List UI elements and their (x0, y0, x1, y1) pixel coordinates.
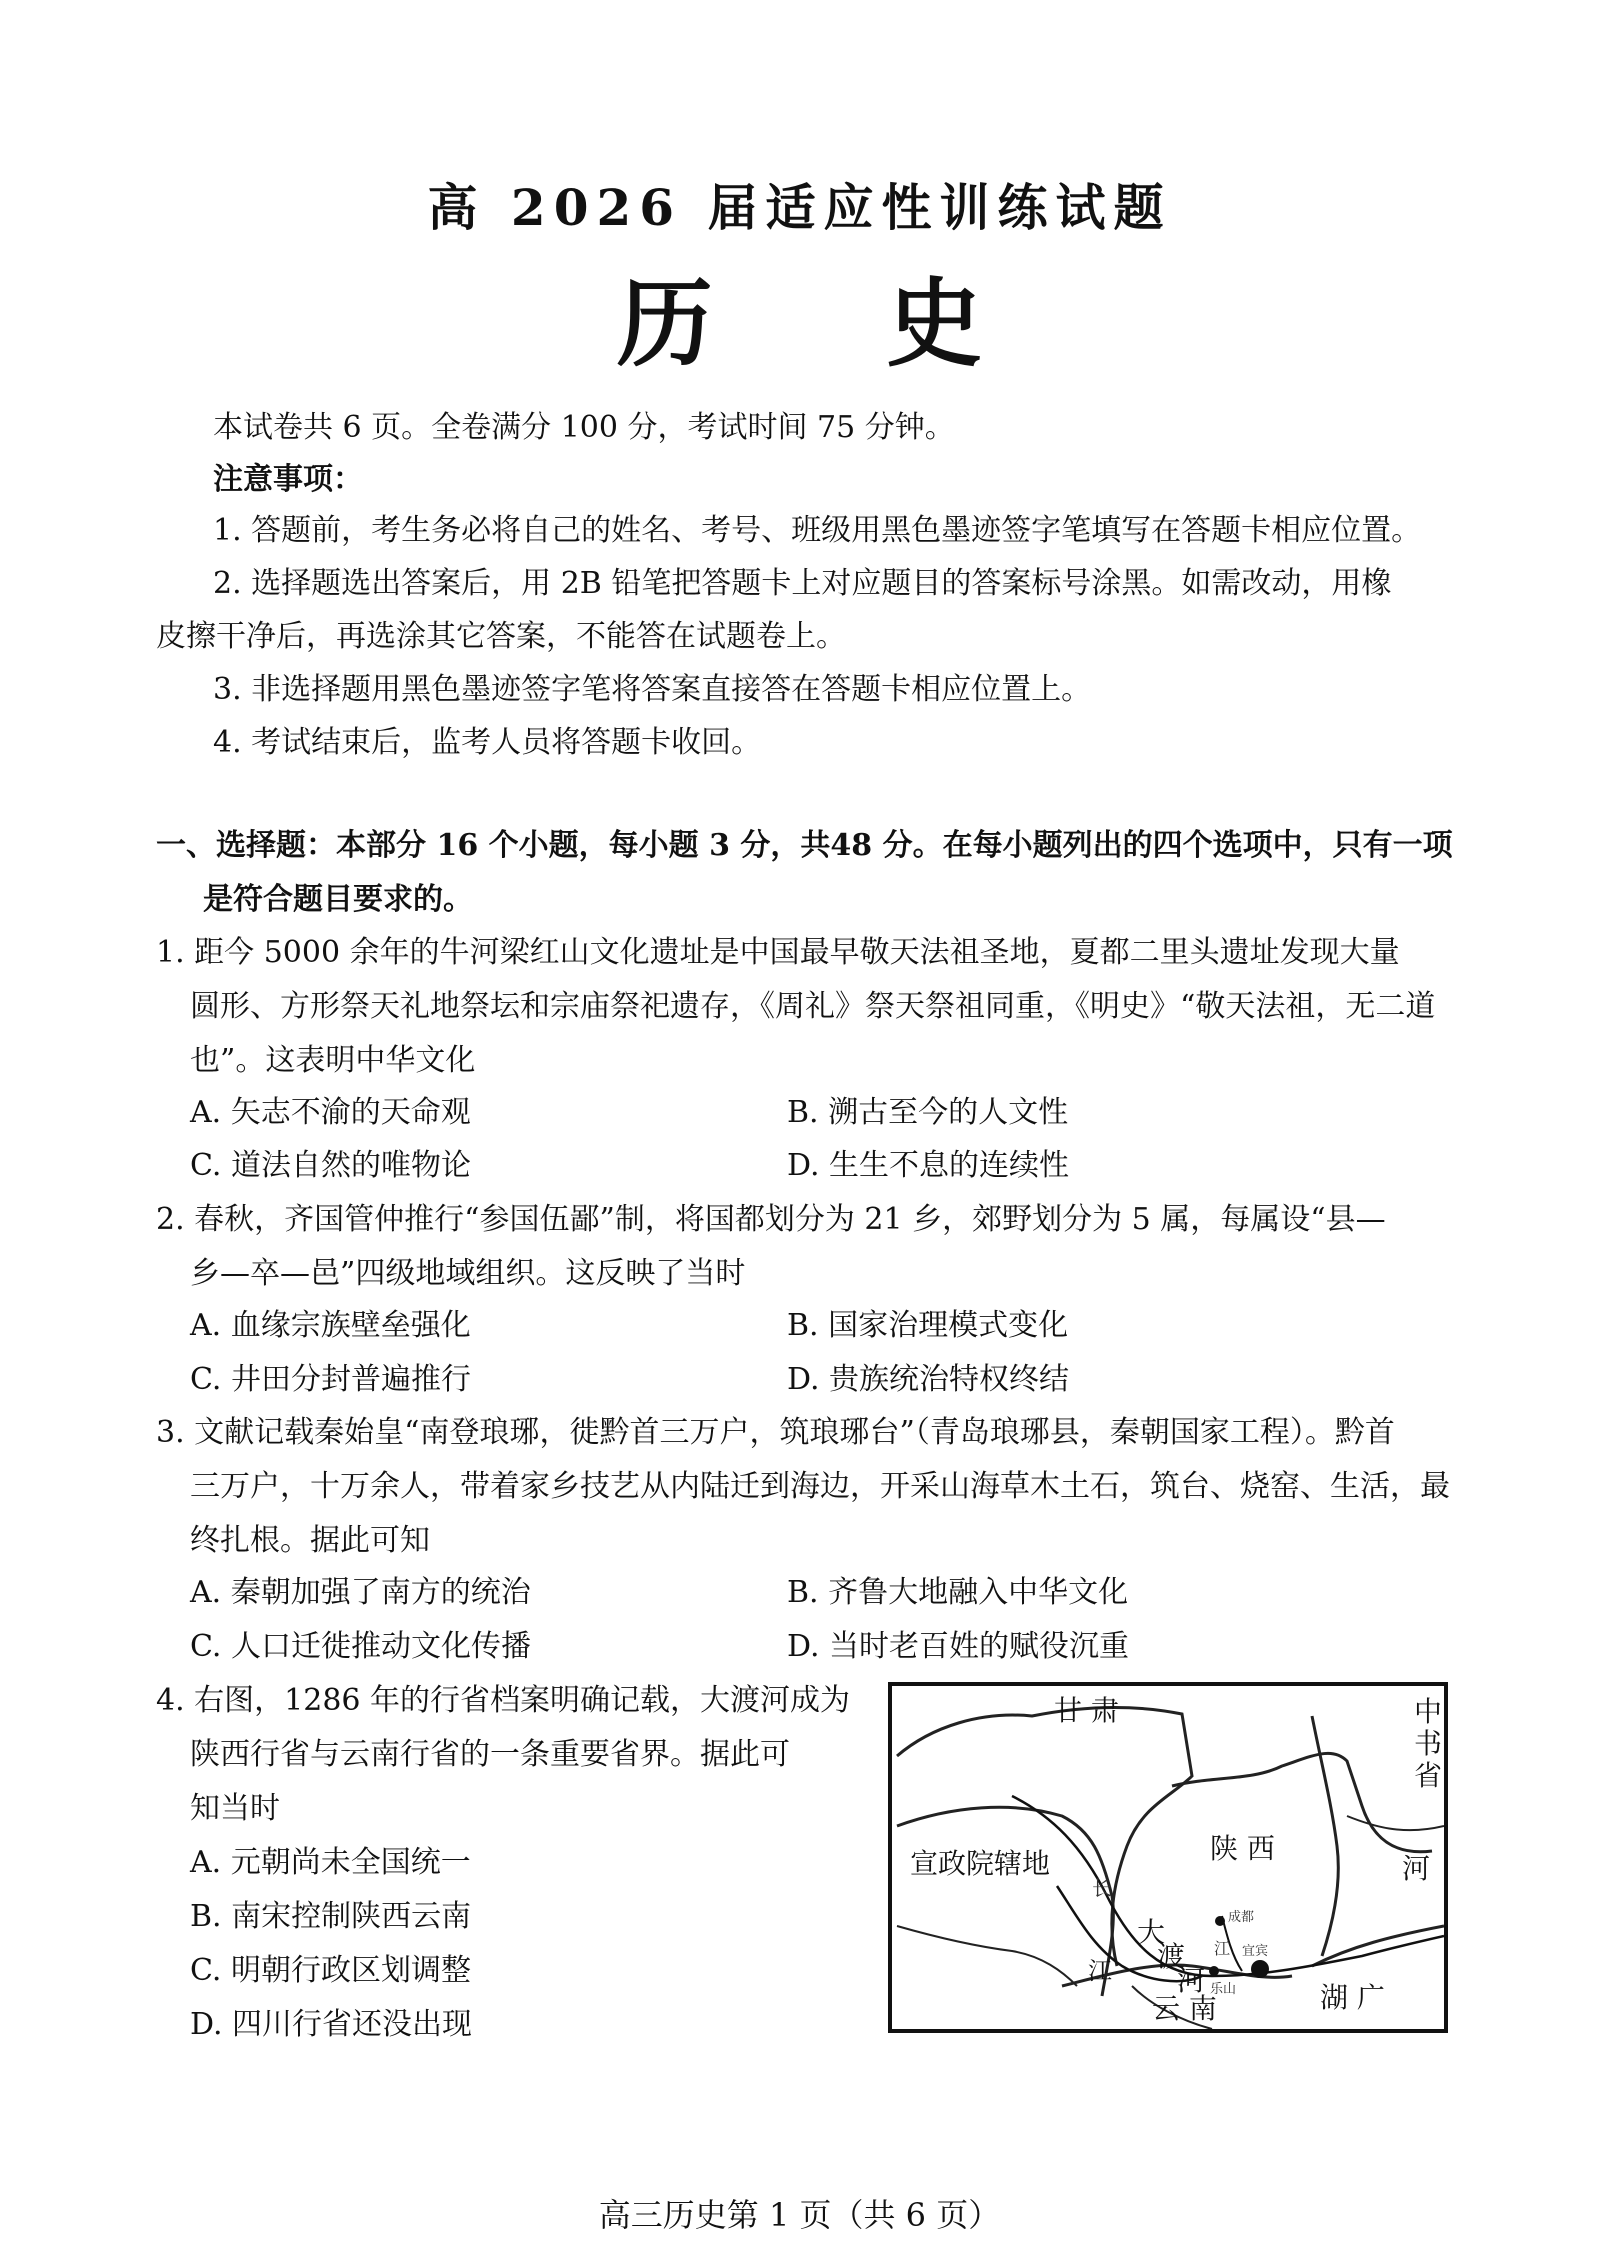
notice-item-continued: 皮擦干净后，再选涂其它答案，不能答在试题卷上。 (156, 619, 846, 654)
map-label-leshan: 乐山 (1210, 1982, 1237, 1997)
map-label-river-he: 河 (1177, 1964, 1206, 1997)
question-4-option-a: A. 元朝尚未全国统一 (190, 1845, 471, 1880)
notice-heading: 注意事项： (213, 462, 363, 497)
question-2-option-b: B. 国家治理模式变化 (787, 1308, 1069, 1343)
question-3-stem: 三万户，十万余人，带着家乡技艺从内陆迁到海边，开采山海草木土石，筑台、烧窑、生活，最 (190, 1469, 1450, 1504)
map-label-yunnan: 云 南 (1152, 1992, 1217, 2025)
section-heading: 一、选择题：本部分 16 个小题，每小题 3 分，共48 分。在每小题列出的四个选项中，只有一项 (156, 828, 1453, 863)
map-label-river-du: 渡 (1157, 1940, 1186, 1973)
henan-boundary (1347, 1816, 1444, 1830)
question-3-option-d: D. 当时老百姓的赋役沉重 (787, 1629, 1130, 1664)
question-2-option-a: A. 血缘宗族壁垒强化 (190, 1308, 471, 1343)
notice-item: 1. 答题前，考生务必将自己的姓名、考号、班级用黑色墨迹签字笔填写在答题卡相应位置。 (213, 513, 1422, 548)
question-1-option-c: C. 道法自然的唯物论 (190, 1148, 471, 1183)
question-1-stem: 1. 距今 5000 余年的牛河梁红山文化遗址是中国最早敬天法祖圣地，夏都二里头遗址发现大量 (156, 935, 1400, 970)
exam-summary: 本试卷共 6 页。全卷满分 100 分，考试时间 75 分钟。 (213, 410, 955, 445)
question-3-option-c: C. 人口迁徙推动文化传播 (190, 1629, 531, 1664)
map-label-gansu: 甘 肃 (1054, 1694, 1119, 1727)
question-4-stem: 4. 右图，1286 年的行省档案明确记载，大渡河成为 (156, 1683, 851, 1718)
map-label-shaanxi: 陕 西 (1210, 1832, 1275, 1865)
exam-title: 高 2026 届适应性训练试题 (427, 178, 1172, 237)
question-1-option-d: D. 生生不息的连续性 (787, 1148, 1070, 1183)
question-3-stem: 3. 文献记载秦始皇“南登琅琊，徙黔首三万户，筑琅琊台”（青岛琅琊县，秦朝国家工程）。黔首 (156, 1415, 1395, 1450)
question-4-option-b: B. 南宋控制陕西云南 (190, 1899, 472, 1934)
huguang-boundary (1312, 1926, 1444, 1966)
map-label-huguang: 湖 广 (1320, 1981, 1385, 2014)
map-label-xuanzheng: 宣政院辖地 (910, 1847, 1051, 1880)
chengdu-city-dot (1215, 1916, 1225, 1926)
notice-item: 2. 选择题选出答案后，用 2B 铅笔把答题卡上对应题目的答案标号涂黑。如需改动，用橡 (213, 566, 1392, 601)
historical-map-figure (888, 1682, 1448, 2033)
question-1-option-b: B. 溯古至今的人文性 (787, 1095, 1069, 1130)
map-label-zhongshu: 中书省 (1414, 1695, 1443, 1792)
question-3-option-b: B. 齐鲁大地融入中华文化 (787, 1575, 1129, 1610)
question-2-stem: 乡—卒—邑”四级地域组织。这反映了当时 (190, 1256, 746, 1291)
yibin-city-dot (1251, 1960, 1269, 1978)
map-label-henan: 河 (1402, 1852, 1431, 1885)
subject-title: 历 史 (616, 267, 1053, 380)
question-1-option-a: A. 矢志不渝的天命观 (190, 1095, 471, 1130)
west-coast-boundary (897, 1926, 1077, 1986)
question-1-stem: 也”。这表明中华文化 (190, 1043, 476, 1078)
question-4-option-c: C. 明朝行政区划调整 (190, 1953, 471, 1988)
xuanzheng-boundary (897, 1807, 1113, 1996)
map-label-chang: 长 (1092, 1876, 1112, 1900)
map-label-jiang-small: 江 (1214, 1939, 1231, 1958)
notice-item: 3. 非选择题用黑色墨迹签字笔将答案直接答在答题卡相应位置上。 (213, 672, 1092, 707)
question-4-stem: 陕西行省与云南行省的一条重要省界。据此可 (190, 1737, 790, 1772)
question-1-stem: 圆形、方形祭天礼地祭坛和宗庙祭祀遗存，《周礼》祭天祭祖同重，《明史》“敬天法祖，无二道 (190, 989, 1436, 1024)
question-2-option-d: D. 贵族统治特权终结 (787, 1362, 1070, 1397)
map-label-jiang: 江 (1088, 1957, 1112, 1985)
question-4-stem: 知当时 (190, 1791, 280, 1826)
section-heading-continued: 是符合题目要求的。 (203, 882, 473, 917)
question-2-option-c: C. 井田分封普遍推行 (190, 1362, 471, 1397)
page-footer: 高三历史第 1 页（共 6 页） (598, 2196, 1001, 2234)
notice-item: 4. 考试结束后，监考人员将答题卡收回。 (213, 725, 762, 760)
map-label-river-da: 大 (1137, 1916, 1166, 1949)
question-2-stem: 2. 春秋，齐国管仲推行“参国伍鄙”制，将国都划分为 21 乡，郊野划分为 5 属，每属设“县— (156, 1202, 1386, 1237)
leshan-city-dot (1209, 1966, 1219, 1976)
map-label-yibin: 宜宾 (1242, 1944, 1269, 1959)
question-4-option-d: D. 四川行省还没出现 (190, 2007, 473, 2042)
map-label-chengdu: 成都 (1228, 1910, 1255, 1925)
question-3-stem: 终扎根。据此可知 (190, 1523, 430, 1558)
question-3-option-a: A. 秦朝加强了南方的统治 (190, 1575, 531, 1610)
